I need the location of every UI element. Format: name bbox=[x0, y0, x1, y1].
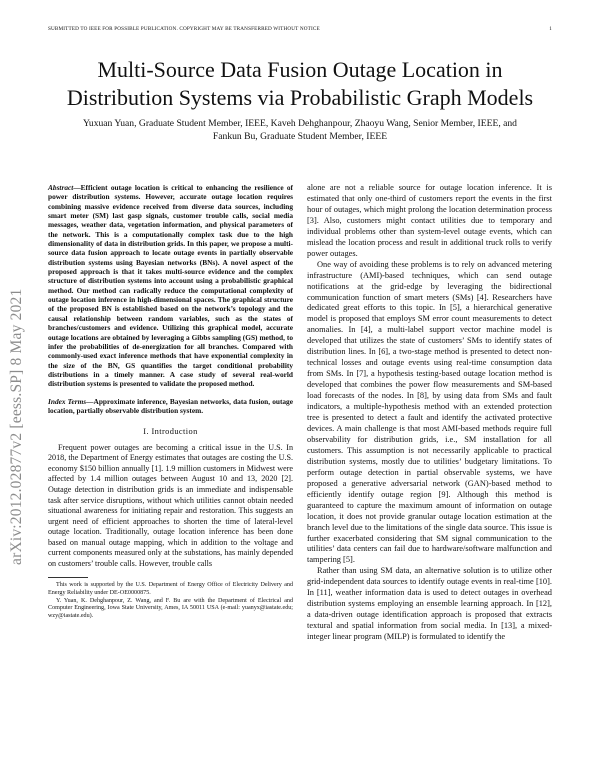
right-column bbox=[307, 183, 552, 643]
authors-line-2: Fankun Bu, Graduate Student Member, IEEE bbox=[212, 130, 388, 142]
footnote-affiliation: Y. Yuan, K. Dehghanpour, Z. Wang, and F. Bu are with the Department of Electrical and Computer Engineering, Iowa State University, Ames, IA 50011 USA (e-mail: yuanyx@iastate.edu; wzy@iastate.edu). bbox=[48, 597, 293, 619]
abstract bbox=[48, 183, 293, 389]
abstract-label: Abstract bbox=[48, 183, 74, 192]
running-header bbox=[48, 26, 552, 32]
right-paragraph-3: Rather than using SM data, an alternative solution is to utilize other grid-independent data sources to identify outage events in real-time [10]. In [11], weather information data is used to detect outages in overhead distribution systems employing an ensemble learning approach. In [12], a data-driven outage identification approach is proposed that extracts textural and spatial information from social media. In [13], a mixed-integer linear program (MILP) is formulated to identify the bbox=[307, 566, 552, 642]
left-column bbox=[48, 183, 293, 620]
right-paragraph-2: One way of avoiding these problems is to rely on advanced metering infrastructure (AMI)-based techniques, which can send outage notifications at the grid-edge by leveraging the bidirectional communication function of smart meters (SMs) [4]. Researchers have dedicated great efforts to this topic. In [5], a hierarchical generative model is proposed that employs SM error count measurements to detect anomalies. In [4], a multi-label support vector machine model is developed that utilizes the state of customers’ SMs to identify states of distribution lines. In [6], a two-stage method is presented to detect non-technical losses and outage events using real-time consumption data from SMs. In [7], a hypothesis testing-based outage location method is developed that combines the power flow measurements and SM-based load forecasts of the nodes. In [8], by using data from SMs and fault indicators, a multiple-hypothesis method with an extended protection tree is presented to detect a fault and identify the activated protective devices. A main challenge is that most AMI-based methods require full observability for distribution grids, i.e., SM installation for all customers. This assumption is not necessarily applicable to practical distribution systems, mostly due to utilities’ budgetary limitations. To perform outage detection in partial observable systems, we have proposed a generative adversarial network (GAN)-based method to efficiently identify outage region [9]. Although this method is guaranteed to capture the maximum amount of information on outage location, it does not provide granular outage location estimation at the branch level due to the limitations of the single data source. This issue is further exacerbated considering that SM signal communication to the utilities’ data centers can fail due to hardware/software malfunction and tampering [5]. bbox=[307, 259, 552, 565]
author-list bbox=[60, 118, 540, 143]
footnote-divider bbox=[48, 577, 88, 578]
index-terms-label: Index Terms bbox=[48, 396, 87, 406]
footnote-funding: This work is supported by the U.S. Department of Energy Office of Electricity Delivery and Energy Reliability under DE-OE0000875. bbox=[48, 582, 293, 596]
paper-title: Multi-Source Data Fusion Outage Location in Distribution Systems via Probabilistic Graph Models bbox=[66, 57, 534, 110]
section-heading-introduction: I. Introduction bbox=[143, 427, 198, 437]
page-number: 1 bbox=[549, 26, 552, 32]
index-terms bbox=[48, 397, 293, 416]
intro-paragraph: Frequent power outages are becoming a critical issue in the U.S. In 2018, the Department of Energy estimates that outages are costing the U.S. economy $150 billion annually [1]. 1.9 million customers in Midwest were affected by 1.4 million outages between August 10 and 13, 2020 [2]. Outage detection in distribution grids is an immediate and indispensable task after service disruptions, without which utilities cannot obtain needed situational awareness for initiating repair and restoration. This suggests an urgent need of efficient approaches to shorten the time of lateral-level outage location. Traditionally, outage location inference has been done based on manual outage mapping, which in addition to the voltage and current components measured only at the substations, has mainly depended on customers’ trouble calls. However, trouble calls bbox=[48, 442, 293, 568]
arxiv-identifier: arXiv:2012.02877v2 [eess.SP] 8 May 2021 bbox=[8, 288, 25, 565]
right-paragraph-1: alone are not a reliable source for outage location inference. It is estimated that only one-third of customers report the events in the first hour of outages, which might prolong the location determination process [3]. Also, customers might contact utilities due to temporary and individual problems other than system-level outage events, which can mislead the location process and result in additional truck rolls to verify power outages. bbox=[307, 183, 552, 258]
authors-line-1: Yuxuan Yuan, Graduate Student Member, IEEE, Kaveh Dehghanpour, Zhaoyu Wang, Senior Member, IEEE, and bbox=[83, 118, 517, 129]
abstract-text: —Efficient outage location is critical to enhancing the resilience of power distribution systems. However, accurate outage location requires combining massive evidence received from diverse data sources, including smart meter (SM) last gasp signals, customer trouble calls, social media messages, weather data, vegetation information, and physical parameters of the network. This is a computationally complex task due to the high dimensionality of data in distribution grids. In this paper, we propose a multi-source data fusion approach to locate outage events in partially observable distribution systems using Bayesian networks (BNs). A novel aspect of the proposed approach is that it takes multi-source evidence and the complex structure of distribution systems into account using a probabilistic graphical method. Our method can radically reduce the computational complexity of outage location inference in high-dimensional spaces. The graphical structure of the proposed BN is established based on the network’s topology and the causal relationship between random variables, such as the states of branches/customers and evidence. Utilizing this graphical model, accurate outage locations are obtained by leveraging a Gibbs sampling (GS) method, to infer the probabilities of de-energization for all branches. Compared with commonly-used exact inference methods that have exponential complexity in the size of the BN, GS quantifies the target conditional probability distributions in a timely manner. A case study of several real-world distribution systems is presented to validate the proposed method. bbox=[48, 183, 293, 389]
header-notice: SUBMITTED TO IEEE FOR POSSIBLE PUBLICATION. COPYRIGHT MAY BE TRANSFERRED WITHOUT NOTICE bbox=[48, 26, 320, 32]
index-terms-text: —Approximate inference, Bayesian networks, data fusion, outage location, partially observable distribution system. bbox=[48, 396, 293, 415]
